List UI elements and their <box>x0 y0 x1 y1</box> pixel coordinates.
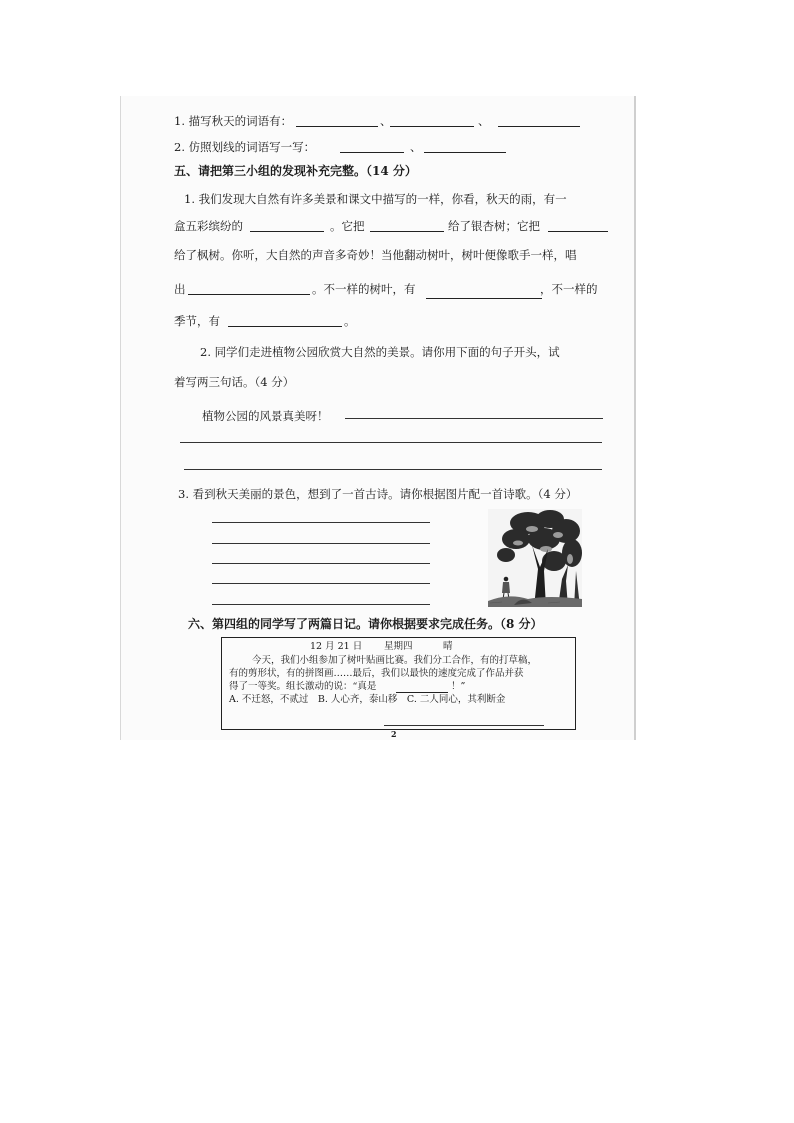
poem-line[interactable] <box>212 583 430 584</box>
section6-title: 六、第四组的同学写了两篇日记。请你根据要求完成任务。（8 分） <box>188 617 543 631</box>
diary-weather: 晴 <box>443 641 453 652</box>
q2-prefix: 2. 仿照划线的词语写一写： <box>174 140 316 154</box>
s5-q1-line4a: 出 <box>174 282 186 296</box>
diary-weekday: 星期四 <box>384 641 413 652</box>
s5-q1-line2c: 给了银杏树；它把 <box>448 219 540 233</box>
diary-options: A. 不迁怒，不贰过 B. 人心齐，泰山移 C. 二人同心，其利断金 <box>229 694 506 705</box>
q1-sep-2: 、 <box>478 114 490 128</box>
q2-sep: 、 <box>410 140 422 154</box>
diary-blank[interactable] <box>396 692 448 693</box>
s5-q2-line2: 着写两三句话。（4 分） <box>174 375 295 389</box>
s5-q2-start: 植物公园的风景真美呀！ <box>202 409 329 423</box>
scan-edge-right <box>634 96 636 740</box>
s5-blank-leaves[interactable] <box>426 298 542 299</box>
writing-line[interactable] <box>180 442 602 443</box>
poem-line[interactable] <box>212 543 430 544</box>
s5-q1-line2b: 。它把 <box>330 219 365 233</box>
writing-line[interactable] <box>345 418 603 419</box>
diary-para-3a: 得了一等奖。组长激动的说：“真是 <box>229 681 377 692</box>
s5-q1-line4b: 。不一样的树叶，有 <box>312 282 416 296</box>
s5-q1-line5b: 。 <box>344 314 356 328</box>
s5-q1-line5a: 季节，有 <box>174 314 220 328</box>
q2-blank-2[interactable] <box>424 152 506 153</box>
poem-line[interactable] <box>212 563 430 564</box>
s5-q2-line1: 2. 同学们走进植物公园欣赏大自然的美景。请你用下面的句子开头，试 <box>200 345 560 359</box>
s5-q3: 3. 看到秋天美丽的景色，想到了一首古诗。请你根据图片配一首诗歌。（4 分） <box>178 487 578 501</box>
s5-q1-line4c: ，不一样的 <box>540 282 598 296</box>
q1-prefix: 1. 描写秋天的词语有： <box>174 114 293 128</box>
s5-q1-line2a: 盒五彩缤纷的 <box>174 219 243 233</box>
diary-answer-line <box>384 725 544 726</box>
writing-line[interactable] <box>184 469 602 470</box>
scan-edge-left <box>120 96 121 740</box>
diary-date: 12 月 21 日 <box>310 641 363 652</box>
section5-title: 五、请把第三小组的发现补充完整。（14 分） <box>174 164 417 178</box>
s5-q1-line3: 给了枫树。你听，大自然的声音多奇妙！当他翻动树叶，树叶便像歌手一样，唱 <box>174 248 577 262</box>
q2-blank-1[interactable] <box>340 152 404 153</box>
poem-line[interactable] <box>212 522 430 523</box>
diary-para-2: 有的剪形状，有的拼图画……最后，我们以最快的速度完成了作品并获 <box>229 668 524 679</box>
q1-sep-1: 、 <box>380 114 392 128</box>
s5-blank-ginkgo[interactable] <box>370 231 444 232</box>
diary-para-3b: ！” <box>451 681 466 692</box>
poem-line[interactable] <box>212 604 430 605</box>
s5-blank-sing[interactable] <box>188 294 310 295</box>
s5-blank-maple[interactable] <box>548 231 608 232</box>
s5-blank-season[interactable] <box>228 326 342 327</box>
q1-blank-1[interactable] <box>296 126 378 127</box>
autumn-tree-illustration <box>488 509 582 607</box>
diary-para-1: 今天，我们小组参加了树叶贴画比赛。我们分工合作，有的打草稿， <box>252 655 538 666</box>
s5-q1-line1: 1. 我们发现大自然有许多美景和课文中描写的一样，你看，秋天的雨，有一 <box>184 192 567 206</box>
page-number: 2 <box>391 729 397 739</box>
q1-blank-3[interactable] <box>498 126 580 127</box>
s5-blank-gift[interactable] <box>250 231 324 232</box>
q1-blank-2[interactable] <box>390 126 474 127</box>
